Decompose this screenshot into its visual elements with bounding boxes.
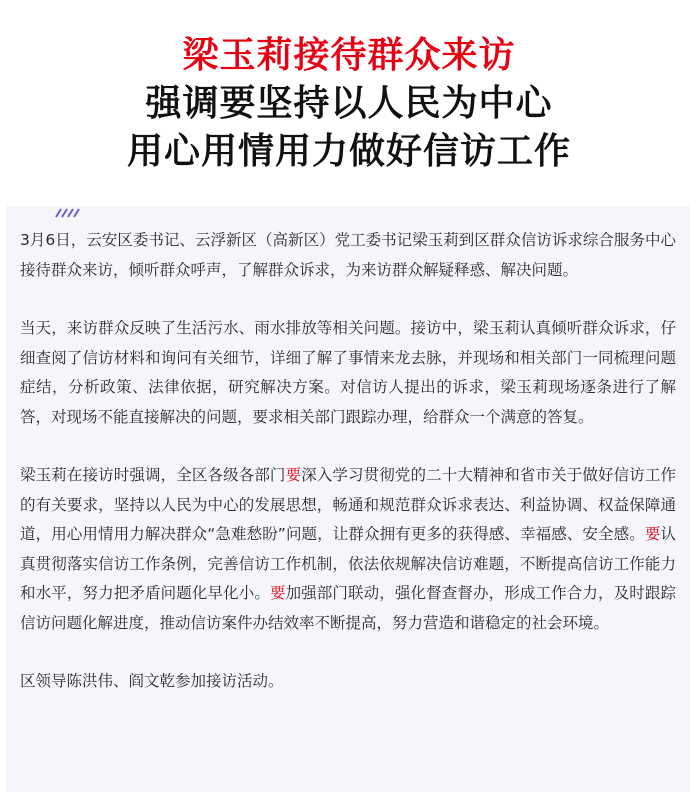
headline — [0, 0, 698, 176]
headline-line-2: 强调要坚持以人民为中心 — [145, 83, 553, 124]
headline-line-1: 梁玉莉接待群众来访 — [182, 35, 516, 76]
highlight-keyword-1: 要 — [285, 466, 302, 484]
paragraph-3-part-c: 认真贯彻落实信访工作条例，完善信访工作机制，依法依规解决信访难题，不断提高信访工作能力和水平，努力把矛盾问题化早化小。 — [20, 525, 676, 602]
paragraph-3-part-b: 深入学习贯彻党的二十大精神和省市关于做好信访工作的有关要求，坚持以人民为中心的发展思想，畅通和规范群众诉求表达、利益协调、权益保障通道，用心用情用力解决群众“急难愁盼”问题，让群众拥有更多的获得感、幸福感、安全感。 — [20, 466, 676, 543]
paragraph-3 — [20, 461, 676, 638]
headline-line-3: 用心用情用力做好信访工作 — [126, 131, 571, 172]
highlight-keyword-3: 要 — [269, 584, 286, 602]
slash-stripes-icon — [52, 206, 82, 218]
highlight-keyword-2: 要 — [644, 525, 661, 543]
paragraph-4: 区领导陈洪伟、阎文乾参加接访活动。 — [20, 672, 284, 690]
paragraph-1: 3月6日，云安区委书记、云浮新区（高新区）党工委书记梁玉莉到区群众信访诉求综合服务中心接待群众来访，倾听群众呼声，了解群众诉求，为来访群众解疑释惑、解决问题。 — [20, 231, 676, 279]
paragraph-3-part-a: 梁玉莉在接访时强调，全区各级各部门 — [20, 466, 286, 484]
paragraph-3-part-d: 加强部门联动，强化督查督办，形成工作合力，及时跟踪信访问题化解进度，推动信访案件办结效率不断提高，努力营造和谐稳定的社会环境。 — [20, 584, 676, 632]
article-body — [6, 206, 690, 792]
paragraph-2: 当天，来访群众反映了生活污水、雨水排放等相关问题。接访中，梁玉莉认真倾听群众诉求，仔细查阅了信访材料和询问有关细节，详细了解了事情来龙去脉，并现场和相关部门一同梳理问题症结，分析政策、法律依据，研究解决方案。对信访人提出的诉求，梁玉莉现场逐条进行了解答，对现场不能直接解决的问题，要求相关部门跟踪办理，给群众一个满意的答复。 — [20, 319, 676, 426]
